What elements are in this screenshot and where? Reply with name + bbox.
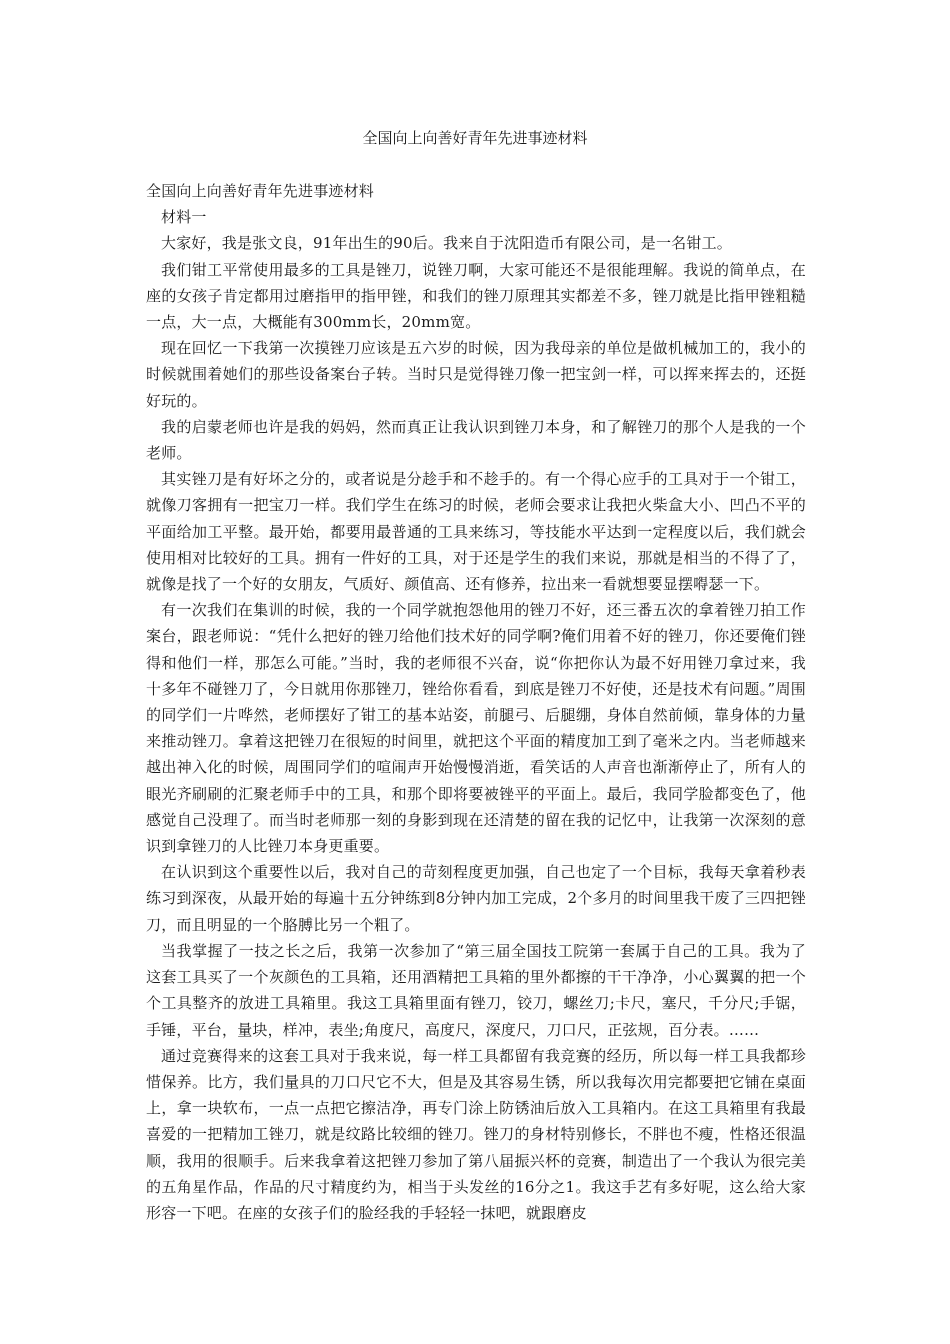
paragraph: 有一次我们在集训的时候，我的一个同学就抱怨他用的锉刀不好，还三番五次的拿着锉刀拍工作案台，跟老师说：“凭什么把好的锉刀给他们技术好的同学啊?俺们用着不好的锉刀，你还要俺们锉得和他们一样，那怎么可能。”当时，我的老师很不兴奋，说“你把你认为最不好用锉刀拿过来，我十多年不碰锉刀了，今日就用你那锉刀，锉给你看看，到底是锉刀不好使，还是技术有问题。”周围的同学们一片哗然，老师摆好了钳工的基本站姿，前腿弓、后腿绷，身体自然前倾，靠身体的力量来推动锉刀。拿着这把锉刀在很短的时间里，就把这个平面的精度加工到了毫米之内。当老师越来越出神入化的时候，周围同学们的喧闹声开始慢慢消逝，看笑话的人声音也渐渐停止了，所有人的眼光齐刷刷的汇聚老师手中的工具，和那个即将要被锉平的平面上。最后，我同学脸都变色了，他感觉自己没理了。而当时老师那一刻的身影到现在还清楚的留在我的记忆中，让我第一次深刻的意识到拿锉刀的人比锉刀本身更重要。 bbox=[146, 601, 806, 856]
paragraph: 当我掌握了一技之长之后，我第一次参加了“第三届全国技工院第一套属于自己的工具。我为了这套工具买了一个灰颜色的工具箱，还用酒精把工具箱的里外都擦的干干净净，小心翼翼的把一个个工具整齐的放进工具箱里。我这工具箱里面有锉刀，铰刀，螺丝刀;卡尺，塞尺，千分尺;手锯，手锤，平台，量块，样冲，表坐;角度尺，高度尺，深度尺，刀口尺，正弦规，百分表。…… bbox=[146, 941, 806, 1039]
paragraph: 我的启蒙老师也许是我的妈妈，然而真正让我认识到锉刀本身，和了解锉刀的那个人是我的一个老师。 bbox=[146, 417, 806, 463]
document-heading: 全国向上向善好青年先进事迹材料 bbox=[146, 182, 375, 200]
paragraph: 现在回忆一下我第一次摸锉刀应该是五六岁的时候，因为我母亲的单位是做机械加工的，我小的时候就围着她们的那些设备案台子转。当时只是觉得锉刀像一把宝剑一样，可以挥来挥去的，还挺好玩的。 bbox=[146, 339, 806, 410]
document-body bbox=[146, 178, 806, 1226]
paragraph: 其实锉刀是有好坏之分的，或者说是分趁手和不趁手的。有一个得心应手的工具对于一个钳工，就像刀客拥有一把宝刀一样。我们学生在练习的时候，老师会要求让我把火柴盒大小、凹凸不平的平面给加工平整。最开始，都要用最普通的工具来练习，等技能水平达到一定程度以后，我们就会使用相对比较好的工具。拥有一件好的工具，对于还是学生的我们来说，那就是相当的不得了了，就像是找了一个好的女朋友，气质好、颜值高、还有修养，拉出来一看就想要显摆嘚瑟一下。 bbox=[146, 470, 806, 594]
paragraph: 通过竞赛得来的这套工具对于我来说，每一样工具都留有我竞赛的经历，所以每一样工具我都珍惜保养。比方，我们量具的刀口尺它不大，但是及其容易生锈，所以我每次用完都要把它铺在桌面上，拿一块软布，一点一点把它擦洁净，再专门涂上防锈油后放入工具箱内。在这工具箱里有我最喜爱的一把精加工锉刀，就是纹路比较细的锉刀。锉刀的身材特别修长，不胖也不瘦，性格还很温顺，我用的很顺手。后来我拿着这把锉刀参加了第八届振兴杯的竞赛，制造出了一个我认为很完美的五角星作品，作品的尺寸精度约为，相当于头发丝的16分之1。我这手艺有多好呢，这么给大家形容一下吧。在座的女孩子们的脸经我的手轻轻一抹吧，就跟磨皮 bbox=[146, 1046, 806, 1222]
paragraph: 在认识到这个重要性以后，我对自己的苛刻程度更加强，自己也定了一个目标，我每天拿着秒表练习到深夜，从最开始的每遍十五分钟练到8分钟内加工完成，2个多月的时间里我干废了三四把锉刀，而且明显的一个胳膊比另一个粗了。 bbox=[146, 863, 806, 934]
paragraph: 大家好，我是张文良，91年出生的90后。我来自于沈阳造币有限公司，是一名钳工。 bbox=[161, 234, 732, 253]
section-label: 材料一 bbox=[161, 208, 207, 227]
paragraph: 我们钳工平常使用最多的工具是锉刀，说锉刀啊，大家可能还不是很能理解。我说的简单点，在座的女孩子肯定都用过磨指甲的指甲锉，和我们的锉刀原理其实都差不多，锉刀就是比指甲锉粗糙一点，大一点，大概能有300mm长，20mm宽。 bbox=[146, 260, 806, 332]
page-title: 全国向上向善好青年先进事迹材料 bbox=[362, 129, 588, 147]
